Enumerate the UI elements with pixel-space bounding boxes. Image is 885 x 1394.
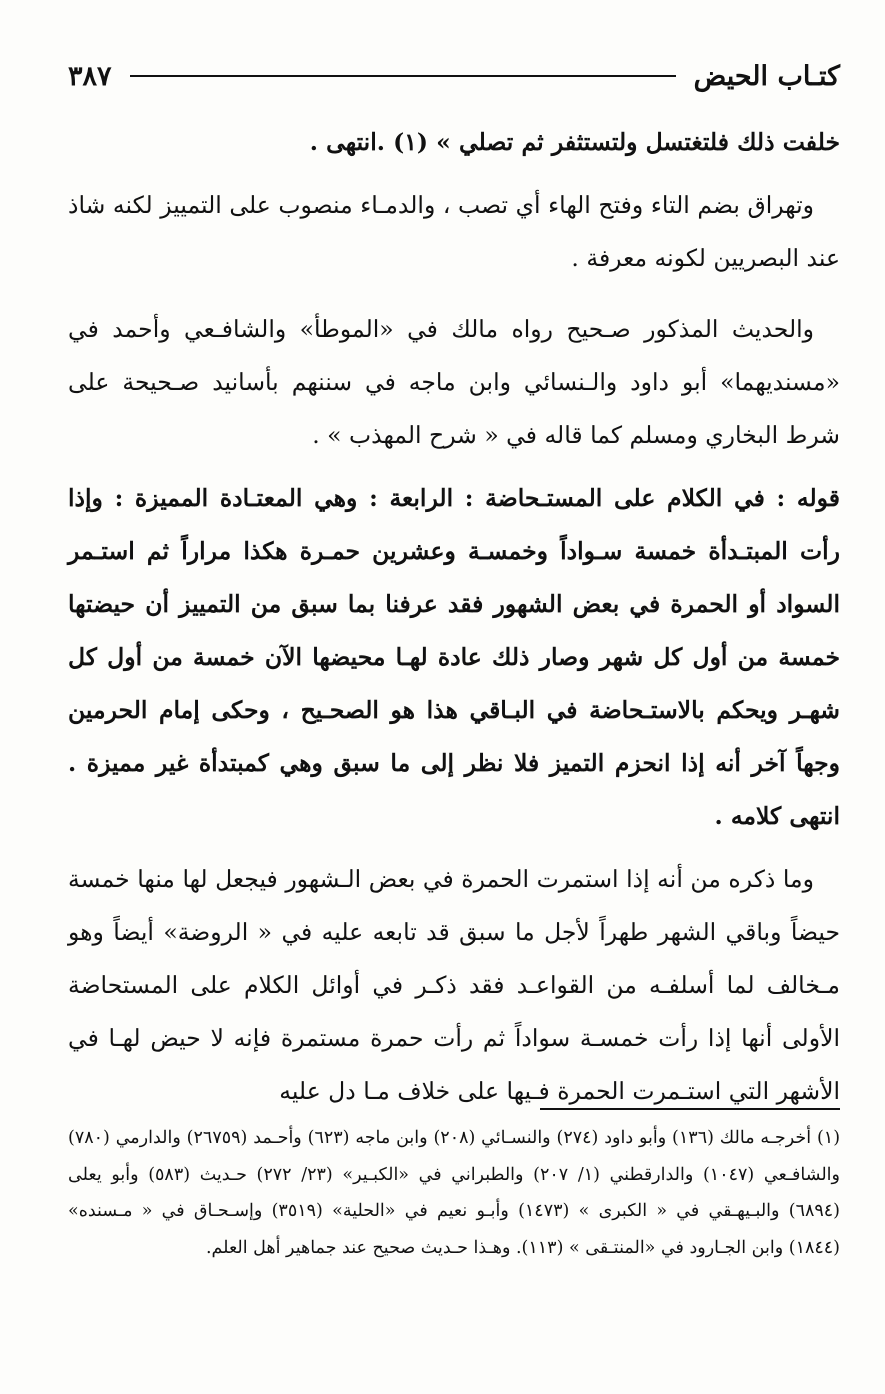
running-title: كتـاب الحيض (693, 60, 840, 92)
paragraph: خلفت ذلك فلتغتسل ولتستثفر ثم تصلي » (١) .انتهى . (309, 128, 840, 156)
paragraph: وتهراق بضم التاء وفتح الهاء أي تصب ، والدمـاء منصوب على التمييز لكنه شاذ عند البصريين لكونه معرفة . (68, 191, 840, 272)
main-text (68, 116, 840, 1118)
footnote: (١) أخرجـه مالك (١٣٦) وأبو داود (٢٧٤) والنسـائي (٢٠٨) وابن ماجه (٦٢٣) وأحـمد (٢٦٧٥٩) والدارمي (٧٨٠) والشافـعي (١٠٤٧) والدارقطني (١/ ٢٠٧) والطبراني في «الكبـير» (٢٣/ ٢٧٢) حـديث (٥٨٣) وأبو يعلى (٦٨٩٤) والبـيهـقي في « الكبرى » (١٤٧٣) وأبـو نعيم في «الحلية» (٣٥١٩) وإسـحـاق في « مـسنده» (١٨٤٤) وابن الجـارود في «المنتـقى » (١١٣). وهـذا حـديث صحيح عند جماهير أهل العلم. (68, 1128, 841, 1258)
footnote-separator (540, 1108, 840, 1110)
footnotes (68, 1120, 840, 1266)
paragraph: والحديث المذكور صـحيح رواه مالك في «الموطأ» والشافـعي وأحمد في «مسنديهما» أبو داود والـنسائي وابن ماجه في سننهم بأسانيد صـحيحة على شرط البخاري ومسلم كما قاله في « شرح المهذب » . (68, 315, 840, 449)
page-number: ٣٨٧ (68, 60, 112, 92)
quoted-paragraph: قوله : في الكلام على المستـحاضة : الرابعة : وهي المعتـادة المميزة : وإذا رأت المبتـدأة خمسة سـواداً وخمسـة وعشرين حمـرة هكذا مراراً ثم استـمر السواد أو الحمرة في بعض الشهور فقد عرفنا بما سبق من التمييز أن حيضتها خمسة من أول كل شهر وصار ذلك عادة لهـا محيضها الآن خمسة من أول كل شهـر ويحكم بالاستـحاضة في البـاقي هذا هو الصحـيح ، وحكى إمام الحرمين وجهاً آخر أنه إذا انحزم التميز فلا نظر إلى ما سبق وهي كمبتدأة غير مميزة . انتهى كلامه . (68, 484, 840, 830)
header-rule (130, 75, 676, 77)
page-header (68, 56, 840, 96)
paragraph: وما ذكره من أنه إذا استمرت الحمرة في بعض الـشهور فيجعل لها منها خمسة حيضاً وباقي الشهر طهراً لأجل ما سبق قد تابعه عليه في « الروضة» أيضاً وهو مـخالف لما أسلفـه من القواعـد فقد ذكـر في أوائل الكلام على المستحاضة الأولى أنها إذا رأت خمسـة سواداً ثم رأت حمرة مستمرة فإنه لا حيض لهـا في الأشهر التي استـمرت الحمرة فـيها على خلاف مـا دل عليه (68, 865, 840, 1105)
